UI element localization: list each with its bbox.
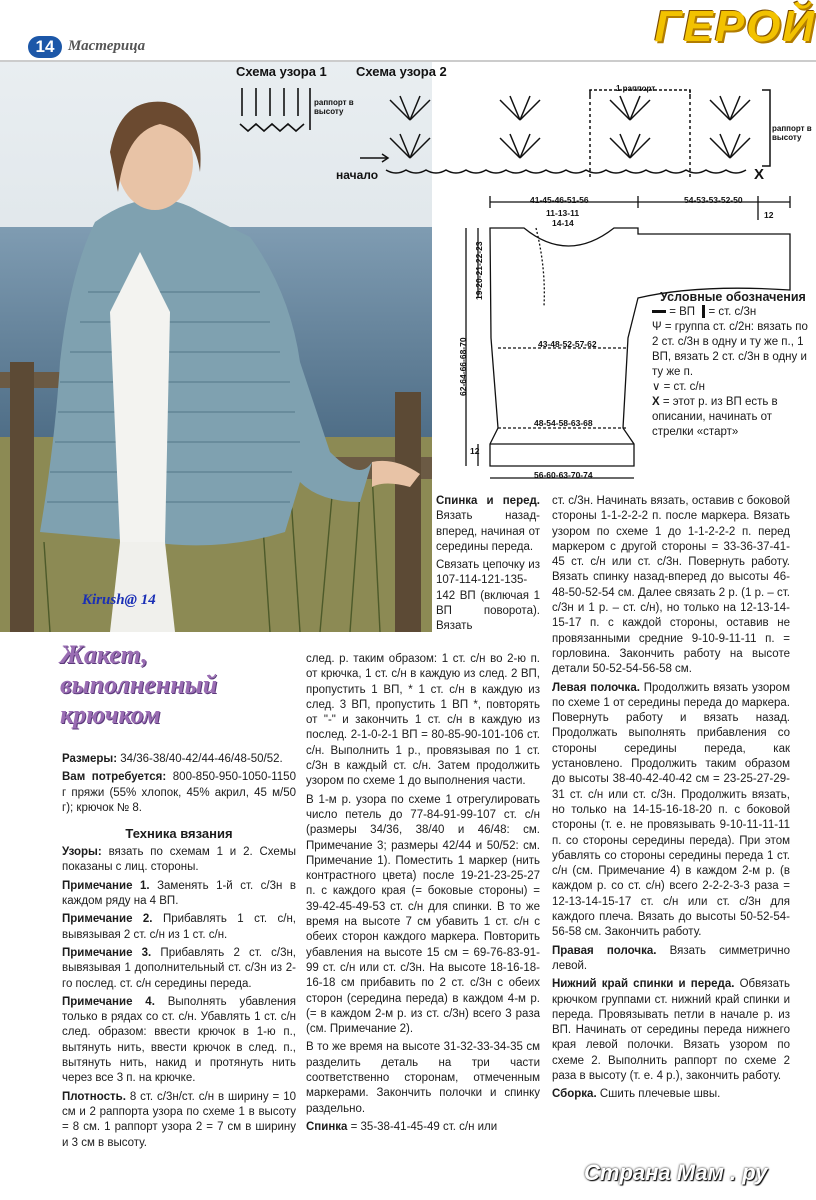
scheme2-start-label: начало bbox=[336, 168, 379, 182]
magazine-title: Мастерица bbox=[68, 38, 146, 54]
scheme2-label: Схема узора 2 bbox=[356, 64, 447, 79]
dim-hip: 48-54-58-63-68 bbox=[534, 418, 593, 428]
article-title: Жакет, выполненный крючком bbox=[60, 640, 218, 729]
chain-symbol-icon bbox=[652, 310, 666, 313]
sc-symbol-icon: ∨ bbox=[652, 381, 661, 393]
photo-credit: Kirush@ 14 bbox=[82, 592, 156, 608]
dim-neck: 11-13-11 bbox=[546, 208, 580, 218]
section-title: ГЕРОЙ bbox=[654, 2, 816, 51]
legend-item-group: Ψ = группа ст. с/2н: вязать по 2 ст. с/3н в одну и ту же п., 1 ВП, вязать 2 ст. с/3н в одну и ту же п. bbox=[652, 321, 808, 378]
dim-armhole-height: 19-20-21-22-23 bbox=[474, 241, 484, 300]
dim-top-left: 41-45-46-51-56 bbox=[530, 195, 589, 205]
dim-bottom-12: 12 bbox=[470, 446, 480, 456]
legend-item-ch: = ВП = ст. с/3н bbox=[652, 305, 814, 320]
materials-value: 800-850-950-1050-1150 г пряжи (55% хлопок, 45% акрил, 45 м/50 г); крючок № 8. bbox=[62, 771, 296, 814]
scheme2-x-mark: X bbox=[754, 166, 765, 183]
sizes-value: 34/36-38/40-42/44-46/48-50/52. bbox=[120, 753, 283, 765]
column-1: Размеры: 34/36-38/40-42/44-46/48-50/52. Вам потребуется: 800-850-950-1050-1150 г пряжи (55% хлопок, 45% акрил, 45 м/50 г); крючок № 8. Техника вязания Узоры: вязать по схемам 1 и 2. Схемы показаны с лиц. стороны. Примечание 1. Заменять 1-й ст. с/3н в каждом ряду на 4 ВП. Примечание 2. Прибавлять 1 ст. с/н, вывязывая 2 ст. с/н из 1 ст. с/н. Примечание 3. Прибавлять 2 ст. с/3н, вывязывая 1 дополнительный ст. с/3н из 2-го послед. ст. с/н середины переда. Примечание 4. Выполнять убавления только в рядах со ст. с/н. Убавлять 1 ст. с/н след. образом: ввести крючок в 1-ю п., вытянуть нить, ввести крючок в след. п., вытянуть нить, накид и протянуть нить через все 3 п. на крючке. Плотность. 8 ст. с/3н/ст. с/н в ширину = 10 см и 2 раппорта узора по схеме 1 в высоту = 8 см. 1 раппорт узора 2 = 7 см в ширину и 3 см в высоту. bbox=[62, 753, 297, 1149]
page-number: 14 bbox=[28, 36, 62, 58]
scheme2-diagram bbox=[360, 80, 800, 192]
column-2-top: Спинка и перед. Вязать назад-вперед, начиная от середины переда. Связать цепочку из 107-114-121-135-142 ВП (включая 1 ВП поворота). Вязать bbox=[436, 495, 540, 633]
scheme1-rapport-height: раппорт в высоту bbox=[314, 98, 354, 116]
x-symbol-icon: X bbox=[652, 396, 660, 408]
scheme1-diagram bbox=[236, 84, 316, 134]
column-2: след. р. таким образом: 1 ст. с/н во 2-ю п. от крючка, 1 ст. с/н в каждую из след. 2 ВП, пропустить 1 ВП, * 1 ст. с/н в каждую из след. 3 ВП, пропустить 1 ВП *, повторять от "-" и закончить 1 ст. с/н в каждую из послед. 2-1-0-2-1 ВП = 80-85-90-101-106 ст. с/н. Выполнить 1 р., провязывая по 1 ст. с/3н в каждый ст. с/н. Затем продолжить узором по схеме 1 до выполнения части. В 1-м р. узора по схеме 1 отрегулировать число петель до 77-84-91-99-107 ст. с/н (размеры 34/36, 38/40 и 46/48: см. Примечание 3; размеры 42/44 и 50/52: см. Примечание 1). Поместить 1 маркер (нить контрастного цвета) после 19-21-23-25-27 п. с каждого края (= боковые стороны) = 39-42-45-49-53 ст. с/н для спинки. В то же время на высоте 7 см убавить 1 ст. с/н с обеих сторон каждого маркера. Повторить убавления на высоте 15 см = 69-76-83-91-99 ст. с/н или ст. с/3н. На высоте 18-16-18-16-18 см прибавить по 2 ст. с/3н с обеих сторон (середина переда) в каждом 4-м р. (= в каждом 2-м р. из ст. с/3н) всего 3 раза (см. Примечание 2). В то же время на высоте 31-32-33-34-35 см разделить деталь на три части соответственно сторонам, отмеченным маркерами. Закончить полочки и спинку раздельно. Спинка = 35-38-41-45-49 ст. с/н или bbox=[306, 653, 540, 1133]
legend bbox=[652, 290, 814, 440]
scheme1-label: Схема узора 1 bbox=[236, 64, 327, 79]
dtr-symbol-icon bbox=[702, 305, 705, 318]
site-watermark: Страна Мам . ру bbox=[584, 1160, 768, 1185]
scheme2-rapport-height: раппорт в высоту bbox=[772, 124, 812, 142]
scheme2-one-rapport: 1 раппорт bbox=[616, 84, 656, 93]
dim-waist: 43-48-52-57-62 bbox=[538, 339, 597, 349]
column-3: ст. с/3н. Начинать вязать, оставив с боковой стороны 1-1-2-2-2 п. после маркера. Вязать узором по схеме 1 до 1-1-2-2-2 п. перед маркером с другой стороны = 33-36-37-41-45 ст. с/н или ст. с/3н. Повернуть работу. Вязать спинку назад-вперед до высоты 46-48-50-52-54 см. Далее связать 2 р. (1 р. – ст. с/3н и 1 р. – ст. с/н), но только на 12-13-14-15-17 п. с каждой стороны, оставив не провязанными средние 9-10-9-11-11 п. = горловина. Закончить работу на высоте детали 50-52-54-56-58 см. Левая полочка. Продолжить вязать узором по схеме 1 от середины переда до маркера. Повернуть работу и вязать назад. Продолжать выполнять прибавления со стороны середины переда, как установлено. Продолжить таким образом до высоты 38-40-42-40-42 см = 23-25-27-29-31 ст. с/н или ст. с/3н. Продолжить вязать, но только на 14-15-16-18-20 п. с боковой стороны (т. е. не провязывать 9-10-11-11-11 п. со стороны середины переда). При этом убавлять со стороны середины переда 1 ст. с/н (см. Примечание 4) в каждом 2-м р. (в каждом р. со ст. с/н) всего 2-2-2-3-3 раза = 12-13-14-15-17 ст. с/н или ст. с/3н для каждого плеча. Вязать до высоты 50-52-54-56-58 см. Закончить работу. Правая полочка. Вязать симметрично левой. Нижний край спинки и переда. Обвязать крючком группами ст. нижний край спинки и переда. Провязывать петли в начале р. из ВП. Начинать от середины переда нижнего края левой полочки. Вязать узором по схеме 2. Выполнить раппорт по схеме 2 раза в высоту (т. е. 4 р.), закончить работу. Сборка. Сшить плечевые швы. bbox=[552, 495, 791, 1101]
dim-top-right: 54-53-53-52-50 bbox=[684, 195, 743, 205]
legend-item-sc: ∨ = ст. с/н bbox=[652, 381, 705, 393]
legend-item-x: X = этот р. из ВП есть в описании, начинать от стрелки «старт» bbox=[652, 396, 778, 438]
dim-neck-2: 14-14 bbox=[552, 218, 574, 228]
technique-heading: Техника вязания bbox=[125, 826, 233, 842]
legend-title: Условные обозначения bbox=[660, 290, 806, 304]
dim-total-height: 62-64-66-68-70 bbox=[458, 337, 468, 396]
dim-sleeve-12: 12 bbox=[764, 210, 774, 220]
fan-symbol-icon: Ψ bbox=[652, 321, 662, 333]
dim-bottom: 56-60-63-70-74 bbox=[534, 470, 593, 480]
